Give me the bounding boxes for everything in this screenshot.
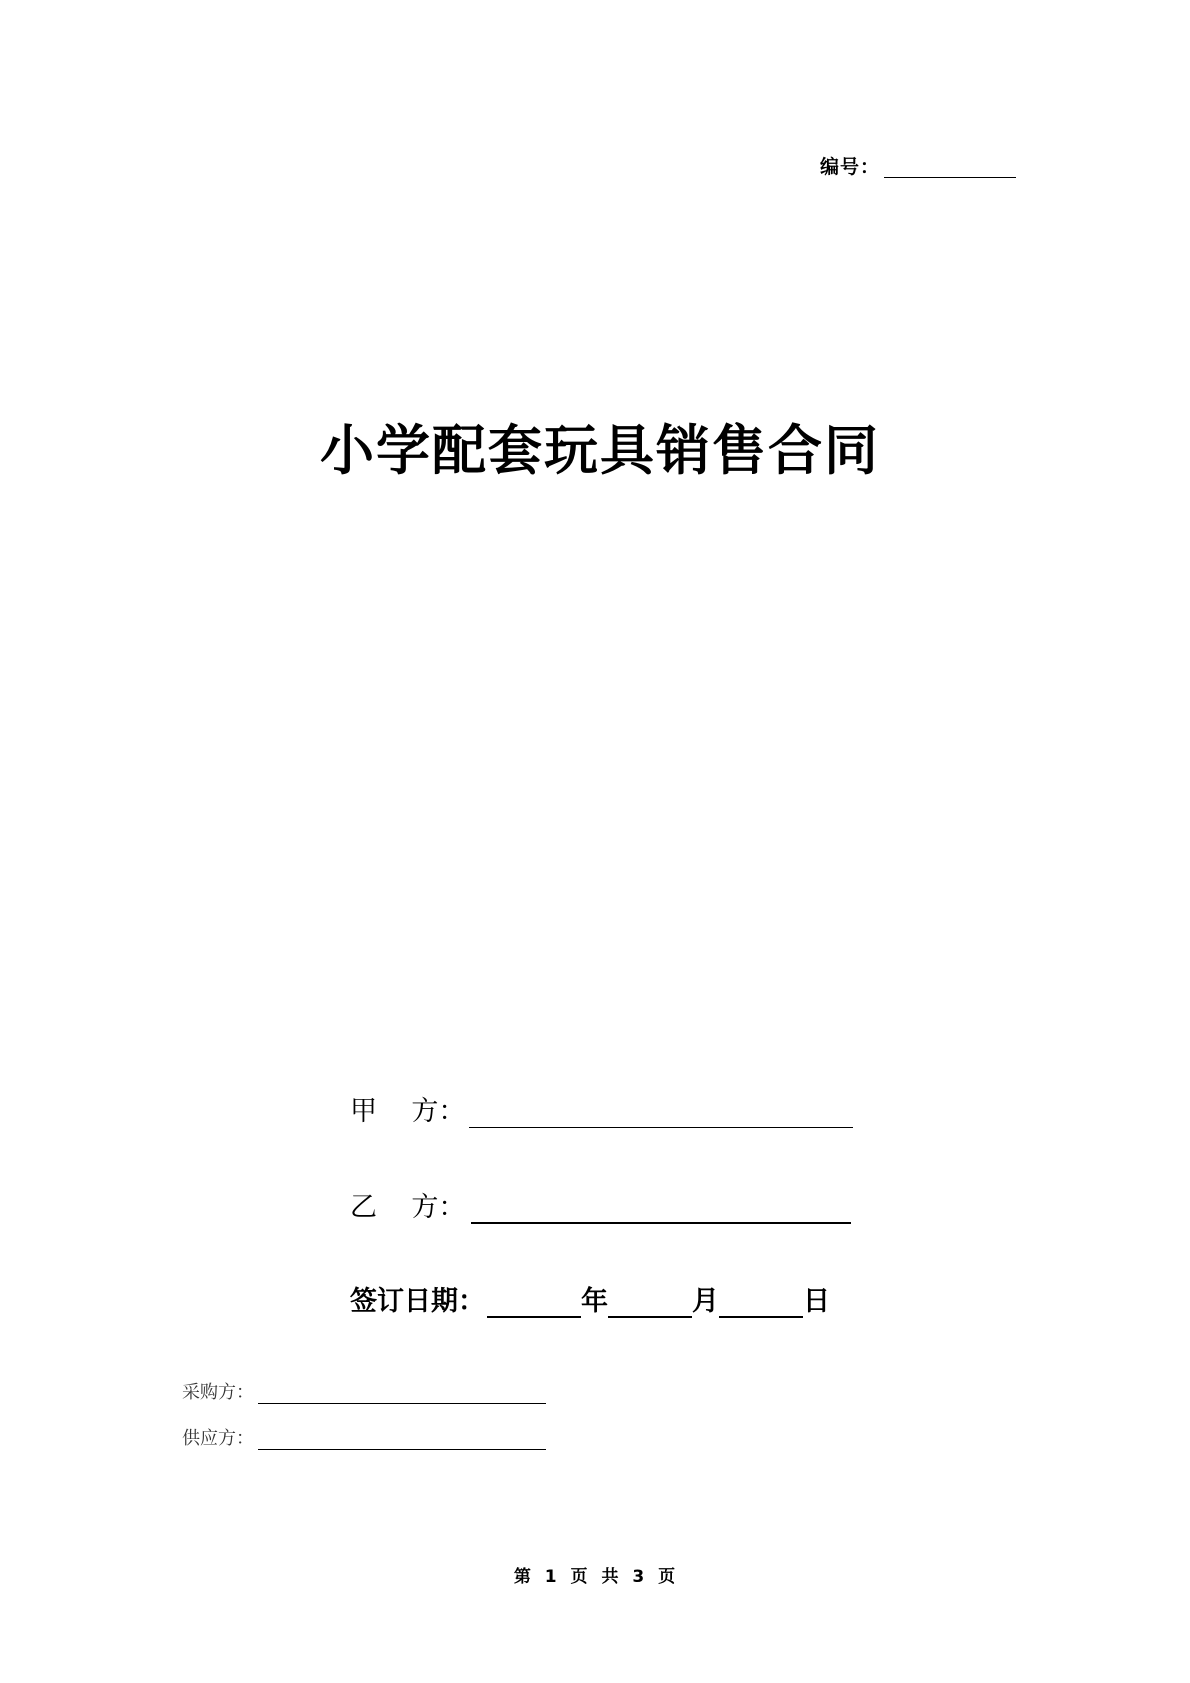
- doc-number-label: 编号：: [820, 156, 881, 178]
- page-counter: 第 1 页 共 3 页: [513, 1567, 677, 1587]
- doc-number-blank-line: [884, 157, 1016, 178]
- party-a-blank-line: [469, 1099, 853, 1128]
- party-a-row: [350, 1094, 853, 1128]
- sign-date-label: 签订日期：: [350, 1286, 485, 1317]
- buyer-blank-line: [258, 1385, 546, 1404]
- month-unit: 月: [692, 1286, 719, 1317]
- document-title: 小学配套玩具销售合同: [320, 418, 880, 482]
- supplier-label: 供应方：: [182, 1428, 254, 1449]
- supplier-row: [182, 1426, 546, 1450]
- day-unit: 日: [803, 1286, 830, 1317]
- month-blank-line: [608, 1288, 692, 1318]
- buyer-row: [182, 1380, 546, 1404]
- year-blank-line: [487, 1288, 581, 1318]
- party-b-blank-line: [471, 1194, 851, 1224]
- supplier-blank-line: [258, 1431, 546, 1450]
- party-b-label: 乙 方：: [350, 1192, 466, 1223]
- party-b-row: [350, 1190, 851, 1224]
- day-blank-line: [719, 1288, 803, 1318]
- year-unit: 年: [581, 1286, 608, 1317]
- doc-number-field: [820, 154, 1016, 178]
- buyer-label: 采购方：: [182, 1382, 254, 1403]
- party-a-label: 甲 方：: [350, 1096, 466, 1127]
- sign-date-row: [350, 1284, 830, 1318]
